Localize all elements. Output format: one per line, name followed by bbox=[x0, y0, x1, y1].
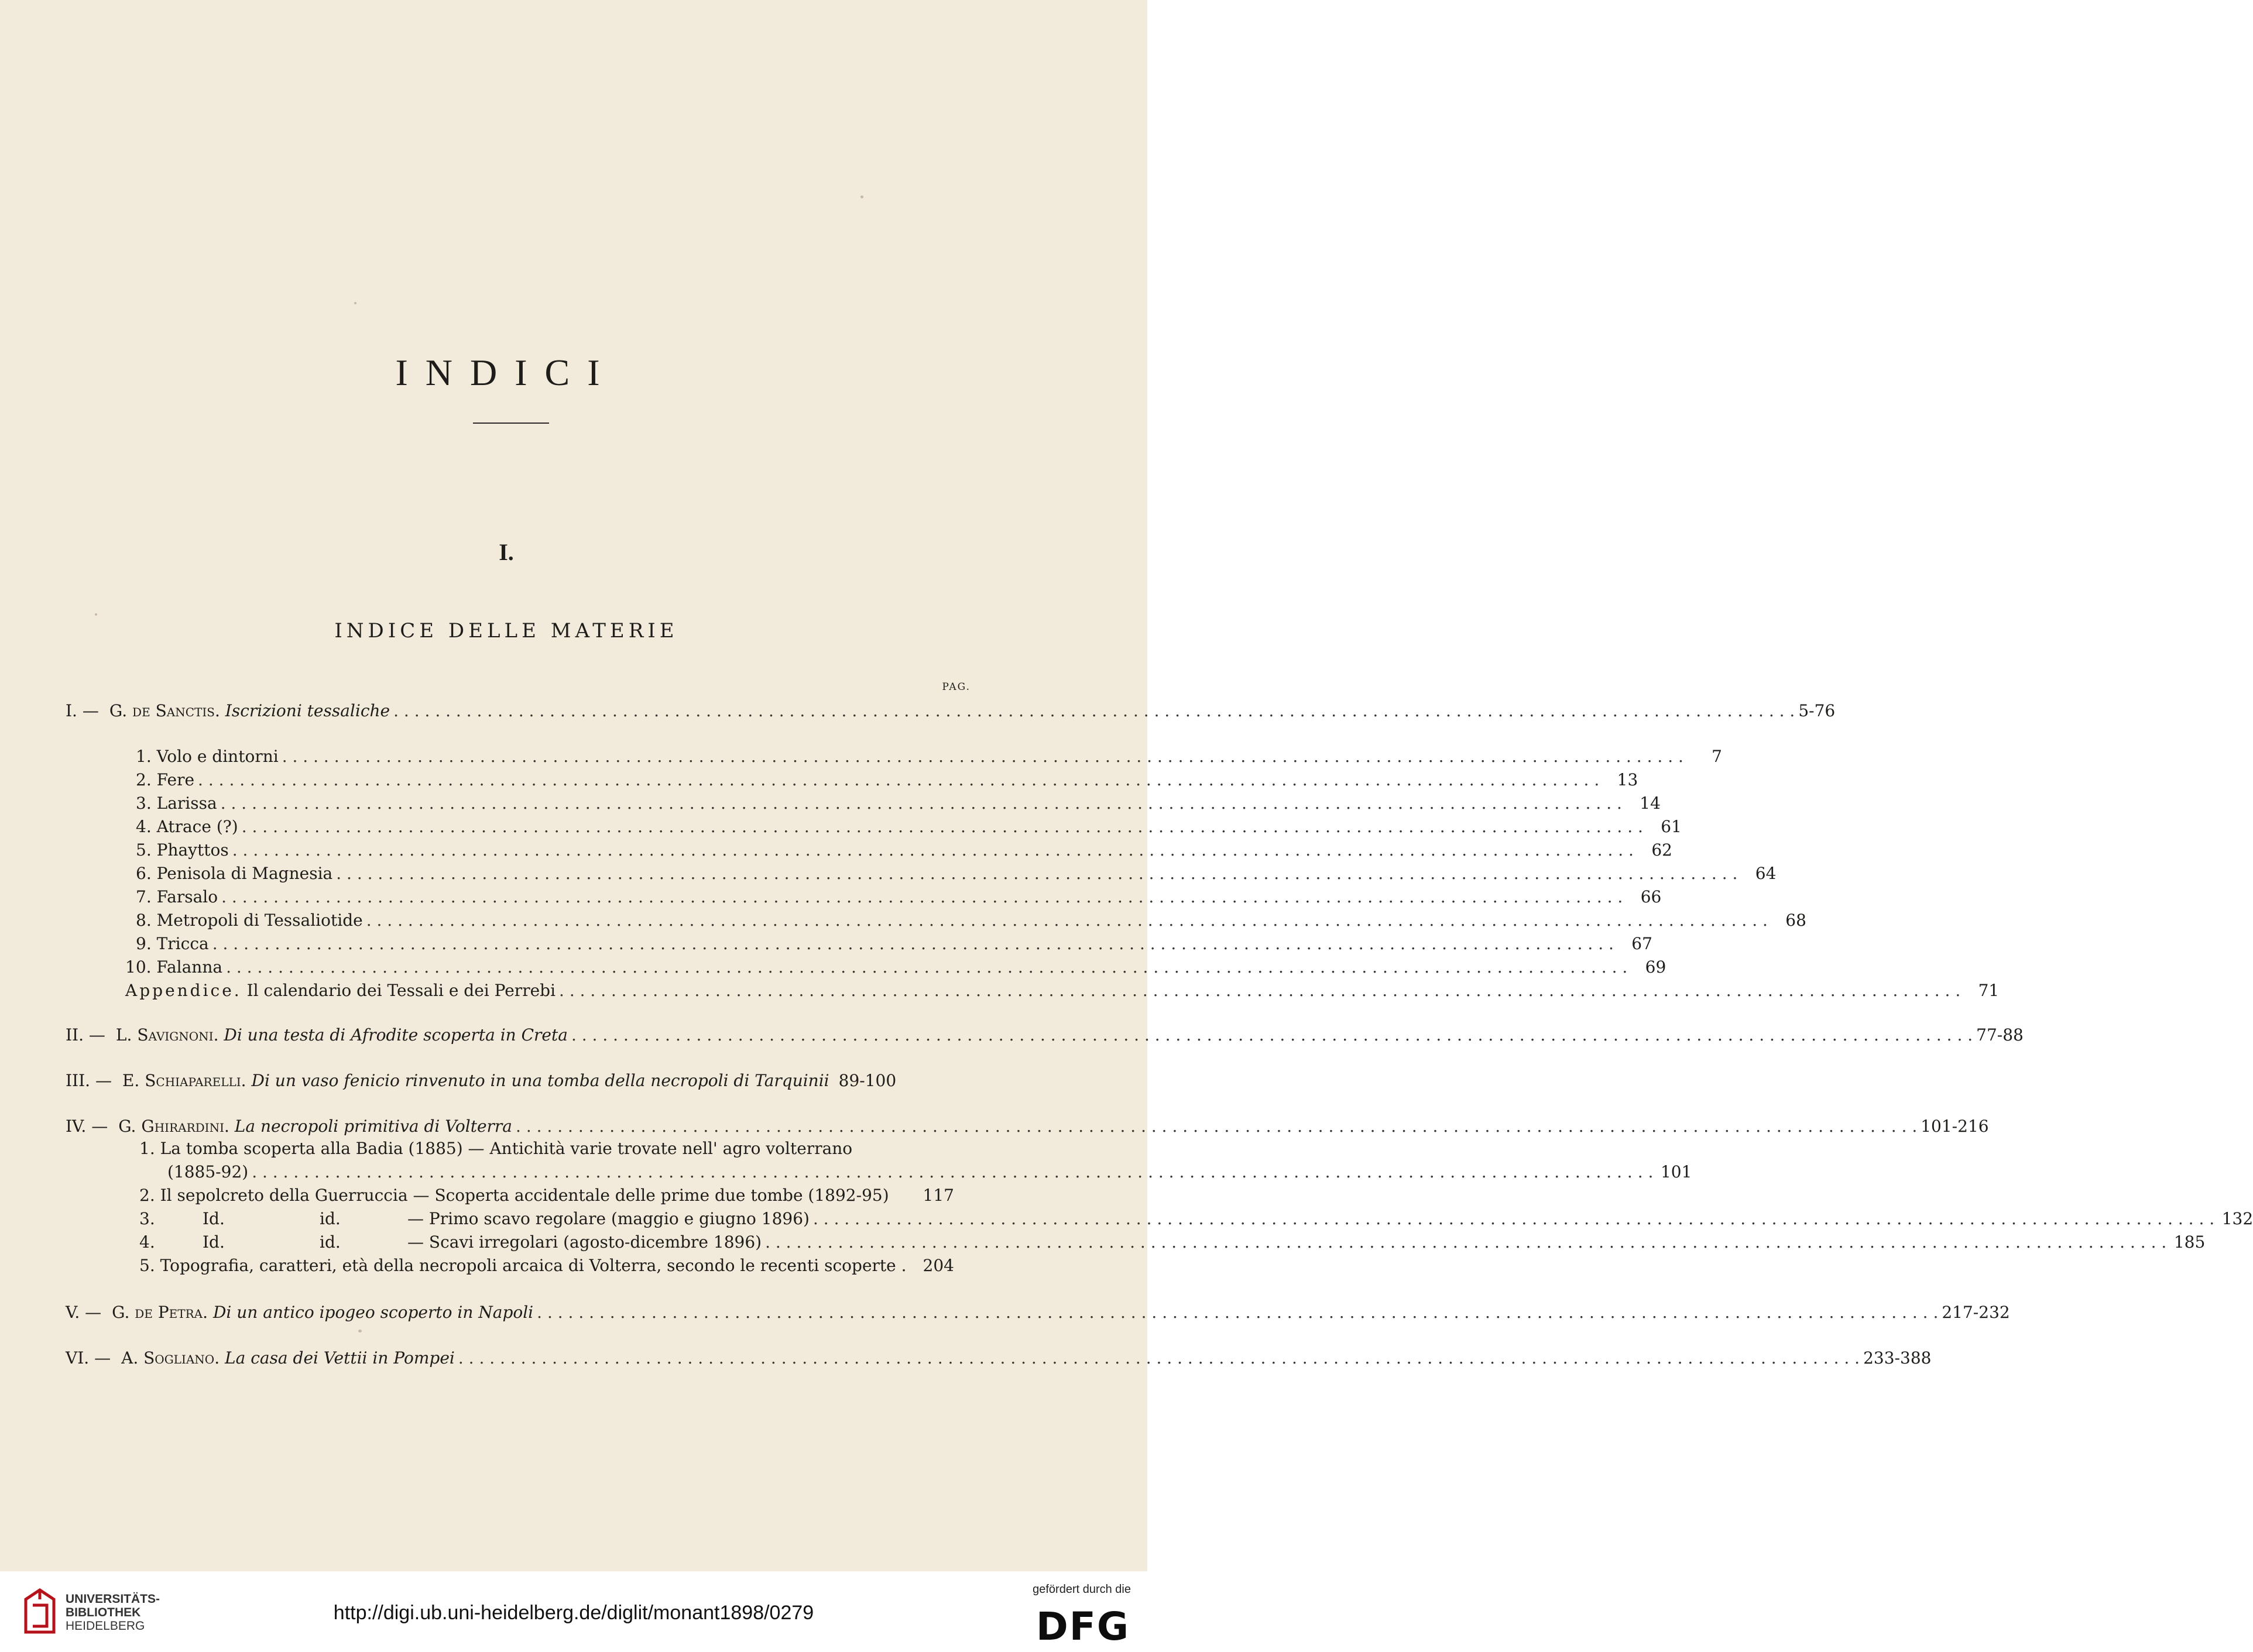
toc-subentry bbox=[139, 1232, 2206, 1256]
entry-title: Di un antico ipogeo scoperto in Napoli bbox=[212, 1303, 534, 1322]
section-number: I. bbox=[499, 539, 514, 565]
subentry-label: 4. Atrace (?) bbox=[136, 817, 238, 836]
entry-number: VI. — bbox=[66, 1348, 111, 1368]
entry-title: Di una testa di Afrodite scoperta in Creta bbox=[224, 1025, 568, 1045]
subentry-page: 132 bbox=[2221, 1209, 2253, 1228]
toc-subentry bbox=[139, 1209, 2253, 1232]
toc-subentry bbox=[136, 817, 1682, 840]
entry-number: IV. — bbox=[66, 1117, 108, 1136]
dot-leader bbox=[279, 747, 1687, 766]
dot-leader bbox=[512, 1117, 1921, 1136]
toc-entry-1 bbox=[66, 701, 1836, 724]
subentry-number: 4. bbox=[139, 1232, 155, 1252]
entry-title: Iscrizioni tessaliche bbox=[225, 701, 390, 720]
entry-number: III. — bbox=[66, 1071, 112, 1090]
toc-subentry bbox=[139, 1256, 954, 1279]
toc-entry-5 bbox=[66, 1303, 2010, 1326]
toc-subentry bbox=[136, 747, 1722, 770]
paper-speck bbox=[95, 613, 97, 616]
subentry-label: 2. Il sepolcreto della Guerruccia — Scoperta accidentale delle prime due tombe (1892-95) bbox=[139, 1186, 889, 1205]
subentry-label: 1. Volo e dintorni bbox=[136, 747, 279, 766]
dot-leader bbox=[229, 840, 1637, 860]
dot-leader bbox=[238, 817, 1647, 836]
dot-leader bbox=[217, 794, 1626, 813]
paper-speck bbox=[358, 1330, 362, 1332]
subentry-page: 101 bbox=[1660, 1162, 1692, 1182]
toc-subentry bbox=[125, 957, 1666, 981]
entry-title-group bbox=[116, 1025, 568, 1045]
appendix-text: Il calendario dei Tessali e dei Perrebi bbox=[246, 981, 556, 1000]
toc-appendix bbox=[125, 981, 2000, 1004]
entry-pages: 89-100 bbox=[838, 1071, 897, 1090]
entry-author: G. de Sanctis. bbox=[109, 701, 220, 720]
toc-subentry bbox=[136, 911, 1806, 934]
subentry-page: 13 bbox=[1617, 770, 1638, 789]
library-name-line: HEIDELBERG bbox=[66, 1619, 145, 1633]
library-name-line: UNIVERSITÄTS- bbox=[66, 1592, 160, 1606]
subentry-page: 7 bbox=[1712, 747, 1722, 766]
subentry-label: 9. Tricca bbox=[136, 934, 209, 953]
subentry-label: 5. Phayttos bbox=[136, 840, 229, 860]
dot-leader bbox=[209, 934, 1617, 953]
subentry-label: 10. Falanna bbox=[125, 957, 223, 977]
toc-subentry bbox=[136, 840, 1672, 864]
subentry-page: 117 bbox=[923, 1186, 954, 1205]
subentry-page: 67 bbox=[1631, 934, 1652, 953]
entry-pages: 217-232 bbox=[1942, 1303, 2010, 1322]
subentry-page: 69 bbox=[1645, 957, 1666, 977]
entry-title-group bbox=[121, 1348, 455, 1368]
subentry-page: 61 bbox=[1661, 817, 1682, 836]
entry-author: G. Ghirardini. bbox=[118, 1117, 229, 1136]
dfg-logo: DFG bbox=[1035, 1604, 1130, 1649]
funding-note: gefördert durch die bbox=[1033, 1583, 1131, 1596]
entry-author: E. Schiaparelli. bbox=[122, 1071, 246, 1090]
dot-leader bbox=[762, 1232, 2170, 1252]
entry-title-group bbox=[118, 1117, 512, 1136]
subentry-line: 1. La tomba scoperta alla Badia (1885) — Antichità varie trovate nell' agro volterrano bbox=[139, 1139, 853, 1158]
dot-leader bbox=[363, 911, 1771, 930]
subentry-label: 2. Fere bbox=[136, 770, 195, 789]
dot-leader bbox=[222, 957, 1631, 977]
document-url-link[interactable]: http://digi.ub.uni-heidelberg.de/diglit/monant1898/0279 bbox=[333, 1602, 814, 1624]
subentry-label: 3. Larissa bbox=[136, 794, 217, 813]
toc-subentry bbox=[139, 1186, 954, 1209]
subentry-page: 14 bbox=[1640, 794, 1661, 813]
entry-title: La casa dei Vettii in Pompei bbox=[225, 1348, 455, 1368]
subentry-page: 185 bbox=[2173, 1232, 2206, 1252]
subentry-ibid: Id. bbox=[203, 1209, 225, 1228]
entry-title: La necropoli primitiva di Volterra bbox=[234, 1117, 513, 1136]
paper-speck bbox=[354, 302, 356, 304]
subentry-label: 8. Metropoli di Tessaliotide bbox=[136, 911, 363, 930]
subentry-label: — Primo scavo regolare (maggio e giugno 1896) bbox=[407, 1209, 810, 1228]
entry-pages: 5-76 bbox=[1798, 701, 1836, 720]
subentry-ibid: Id. bbox=[203, 1232, 225, 1252]
subentry-page: 62 bbox=[1651, 840, 1672, 860]
subentry-label: 7. Farsalo bbox=[136, 887, 218, 906]
dot-leader bbox=[248, 1162, 1657, 1182]
toc-subentry bbox=[136, 794, 1661, 817]
subentry-page: 66 bbox=[1640, 887, 1662, 906]
subentry-number: 3. bbox=[139, 1209, 155, 1228]
subentry-page: 64 bbox=[1755, 864, 1777, 883]
entry-author: A. Sogliano. bbox=[121, 1348, 220, 1368]
dot-leader bbox=[194, 770, 1603, 789]
dot-leader bbox=[390, 701, 1798, 720]
subentry-label: (1885-92) bbox=[167, 1162, 249, 1182]
subentry-ibid: id. bbox=[320, 1209, 341, 1228]
entry-pages: 77-88 bbox=[1976, 1025, 2024, 1045]
toc-entry-3 bbox=[66, 1071, 954, 1094]
toc-subentry bbox=[136, 864, 1777, 887]
appendix-page: 71 bbox=[1978, 981, 2000, 1000]
section-title: INDICE DELLE MATERIE bbox=[334, 619, 678, 643]
entry-pages: 101-216 bbox=[1921, 1117, 1989, 1136]
entry-title-group bbox=[122, 1071, 829, 1090]
toc-subentry bbox=[136, 770, 1638, 794]
dot-leader bbox=[568, 1025, 1976, 1045]
appendix-label: Appendice. bbox=[125, 981, 242, 1000]
toc-subentry bbox=[136, 887, 1662, 911]
entry-title-group bbox=[109, 701, 390, 720]
viewer-footer bbox=[0, 1571, 1147, 1652]
title-divider bbox=[473, 423, 549, 424]
dot-leader bbox=[332, 864, 1741, 883]
entry-number: II. — bbox=[66, 1025, 105, 1045]
appendix-title-group bbox=[125, 981, 555, 1000]
toc-subentry bbox=[136, 934, 1652, 957]
entry-number: I. — bbox=[66, 701, 99, 720]
entry-pages: 233-388 bbox=[1863, 1348, 1932, 1368]
toc-subentry bbox=[167, 1162, 1692, 1186]
entry-number: V. — bbox=[66, 1303, 102, 1322]
entry-title: Di un vaso fenicio rinvenuto in una tomba della necropoli di Tarquinii bbox=[251, 1071, 829, 1090]
library-name-line: BIBLIOTHEK bbox=[66, 1606, 141, 1619]
toc-entry-6 bbox=[66, 1348, 1932, 1372]
subentry-page: 68 bbox=[1785, 911, 1806, 930]
page-title: INDICI bbox=[395, 352, 618, 393]
dot-leader bbox=[555, 981, 1964, 1000]
page-column-label: PAG. bbox=[942, 681, 971, 693]
entry-author: G. de Petra. bbox=[112, 1303, 208, 1322]
entry-title-group bbox=[112, 1303, 533, 1322]
entry-author: L. Savignoni. bbox=[115, 1025, 219, 1045]
dot-leader bbox=[218, 887, 1626, 906]
subentry-ibid: id. bbox=[320, 1232, 341, 1252]
dot-leader bbox=[533, 1303, 1942, 1322]
dot-leader bbox=[455, 1348, 1863, 1368]
subentry-page: 204 bbox=[923, 1256, 954, 1275]
subentry-label: 6. Penisola di Magnesia bbox=[136, 864, 333, 883]
toc-entry-4 bbox=[66, 1117, 1989, 1140]
dot-leader bbox=[810, 1209, 2218, 1228]
toc-entry-2 bbox=[66, 1025, 2024, 1049]
paper-speck bbox=[860, 195, 863, 198]
subentry-label: 5. Topografia, caratteri, età della necropoli arcaica di Volterra, secondo le recenti scoperte . bbox=[139, 1256, 907, 1275]
subentry-label: — Scavi irregolari (agosto-dicembre 1896) bbox=[407, 1232, 762, 1252]
